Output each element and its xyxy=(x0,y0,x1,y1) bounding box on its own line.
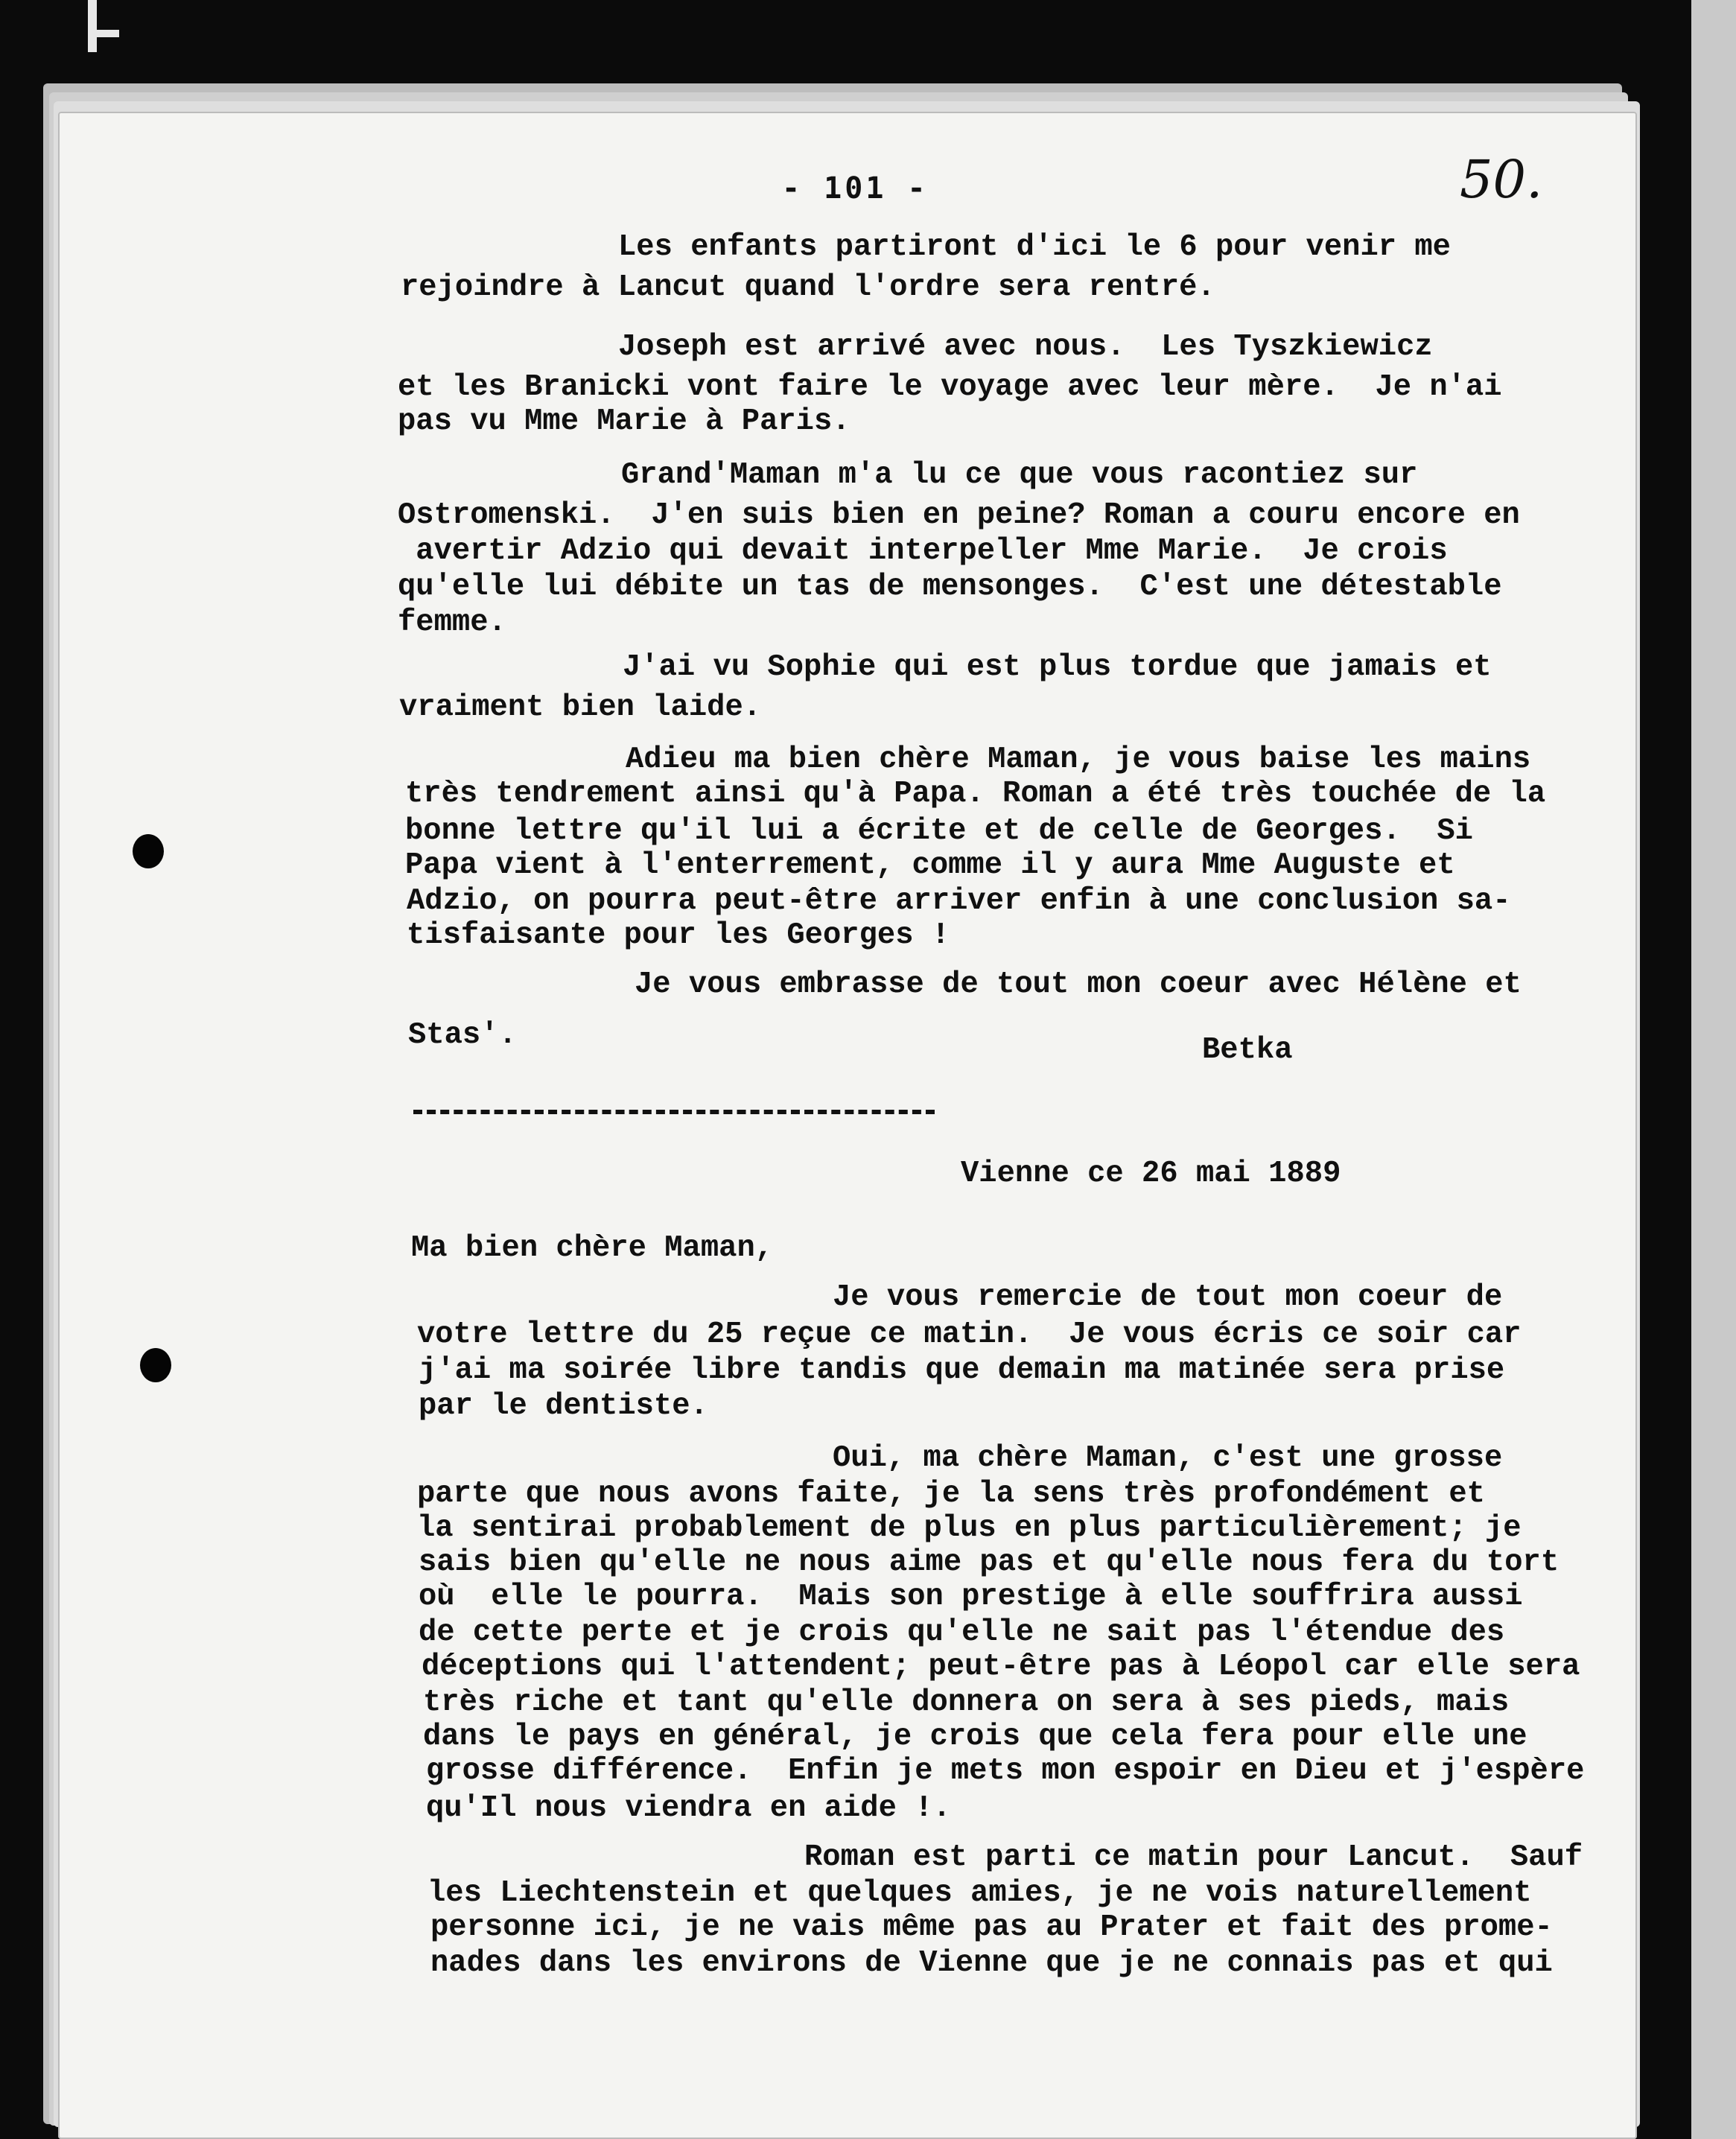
text-line: Oui, ma chère Maman, c'est une grosse xyxy=(833,1441,1503,1475)
text-line: par le dentiste. xyxy=(419,1389,708,1423)
text-line: j'ai ma soirée libre tandis que demain ma matinée sera prise xyxy=(419,1353,1505,1388)
text-line: sais bien qu'elle ne nous aime pas et qu'elle nous fera du tort xyxy=(419,1545,1559,1580)
text-line: et les Branicki vont faire le voyage avec leur mère. Je n'ai xyxy=(398,370,1502,404)
text-line: déceptions qui l'attendent; peut-être pas à Léopol car elle sera xyxy=(422,1650,1580,1684)
text-line: la sentirai probablement de plus en plus particulièrement; je xyxy=(417,1511,1522,1545)
text-line: Je vous embrasse de tout mon coeur avec Hélène et xyxy=(635,967,1522,1002)
salutation: Ma bien chère Maman, xyxy=(411,1231,774,1265)
binder-hole xyxy=(140,1348,171,1382)
text-line: vraiment bien laide. xyxy=(399,690,762,725)
text-line: qu'elle lui débite un tas de mensonges. C'est une détestable xyxy=(398,570,1502,604)
text-line: dans le pays en général, je crois que cela fera pour elle une xyxy=(423,1720,1527,1754)
text-line: bonne lettre qu'il lui a écrite et de celle de Georges. Si xyxy=(405,814,1473,848)
text-line: nades dans les environs de Vienne que je ne connais pas et qui xyxy=(430,1946,1553,1980)
text-line: Adzio, on pourra peut-être arriver enfin à une conclusion sa- xyxy=(407,884,1511,918)
text-line: grosse différence. Enfin je mets mon espoir en Dieu et j'espère xyxy=(426,1754,1585,1788)
text-line: qu'Il nous viendra en aide !. xyxy=(426,1791,951,1825)
background-strip xyxy=(1691,0,1736,2139)
text-line: Ostromenski. J'en suis bien en peine? Roman a couru encore en xyxy=(398,498,1520,533)
text-line: femme. xyxy=(398,606,506,640)
page-number: - 101 - xyxy=(782,171,929,206)
text-line: tisfaisante pour les Georges ! xyxy=(407,918,950,953)
text-line: les Liechtenstein et quelques amies, je ne vois naturellement xyxy=(427,1876,1532,1910)
text-line: personne ici, je ne vais même pas au Prater et fait des prome- xyxy=(430,1910,1553,1945)
text-line: Roman est parti ce matin pour Lancut. Sauf xyxy=(804,1840,1583,1875)
section-divider xyxy=(413,1110,935,1119)
text-line: Stas'. xyxy=(408,1018,517,1052)
folio-number: 50. xyxy=(1460,149,1543,210)
text-line: Joseph est arrivé avec nous. Les Tyszkiewicz xyxy=(618,330,1433,364)
text-line: votre lettre du 25 reçue ce matin. Je vous écris ce soir car xyxy=(417,1318,1522,1352)
text-line: pas vu Mme Marie à Paris. xyxy=(398,404,850,439)
text-line: Adieu ma bien chère Maman, je vous baise les mains xyxy=(626,743,1531,777)
text-line: de cette perte et je crois qu'elle ne sait pas l'étendue des xyxy=(419,1615,1505,1650)
text-line: où elle le pourra. Mais son prestige à elle souffrira aussi xyxy=(419,1580,1523,1614)
text-line: rejoindre à Lancut quand l'ordre sera rentré. xyxy=(401,270,1215,305)
dateline: Vienne ce 26 mai 1889 xyxy=(961,1157,1341,1191)
text-line: Les enfants partiront d'ici le 6 pour venir me xyxy=(618,230,1451,264)
binder-hole xyxy=(133,834,164,868)
text-line: Grand'Maman m'a lu ce que vous racontiez sur xyxy=(621,458,1418,492)
text-line: J'ai vu Sophie qui est plus tordue que jamais et xyxy=(623,650,1492,684)
text-line: Papa vient à l'enterrement, comme il y aura Mme Auguste et xyxy=(405,848,1455,883)
corner-mark xyxy=(88,0,97,52)
text-line: Je vous remercie de tout mon coeur de xyxy=(833,1280,1503,1315)
text-line: avertir Adzio qui devait interpeller Mme Marie. Je crois xyxy=(398,534,1448,568)
text-line: parte que nous avons faite, je la sens très profondément et xyxy=(417,1477,1485,1511)
text-line: très riche et tant qu'elle donnera on sera à ses pieds, mais xyxy=(423,1685,1510,1720)
signature: Betka xyxy=(1202,1033,1293,1067)
text-line: très tendrement ainsi qu'à Papa. Roman a été très touchée de la xyxy=(405,777,1546,811)
